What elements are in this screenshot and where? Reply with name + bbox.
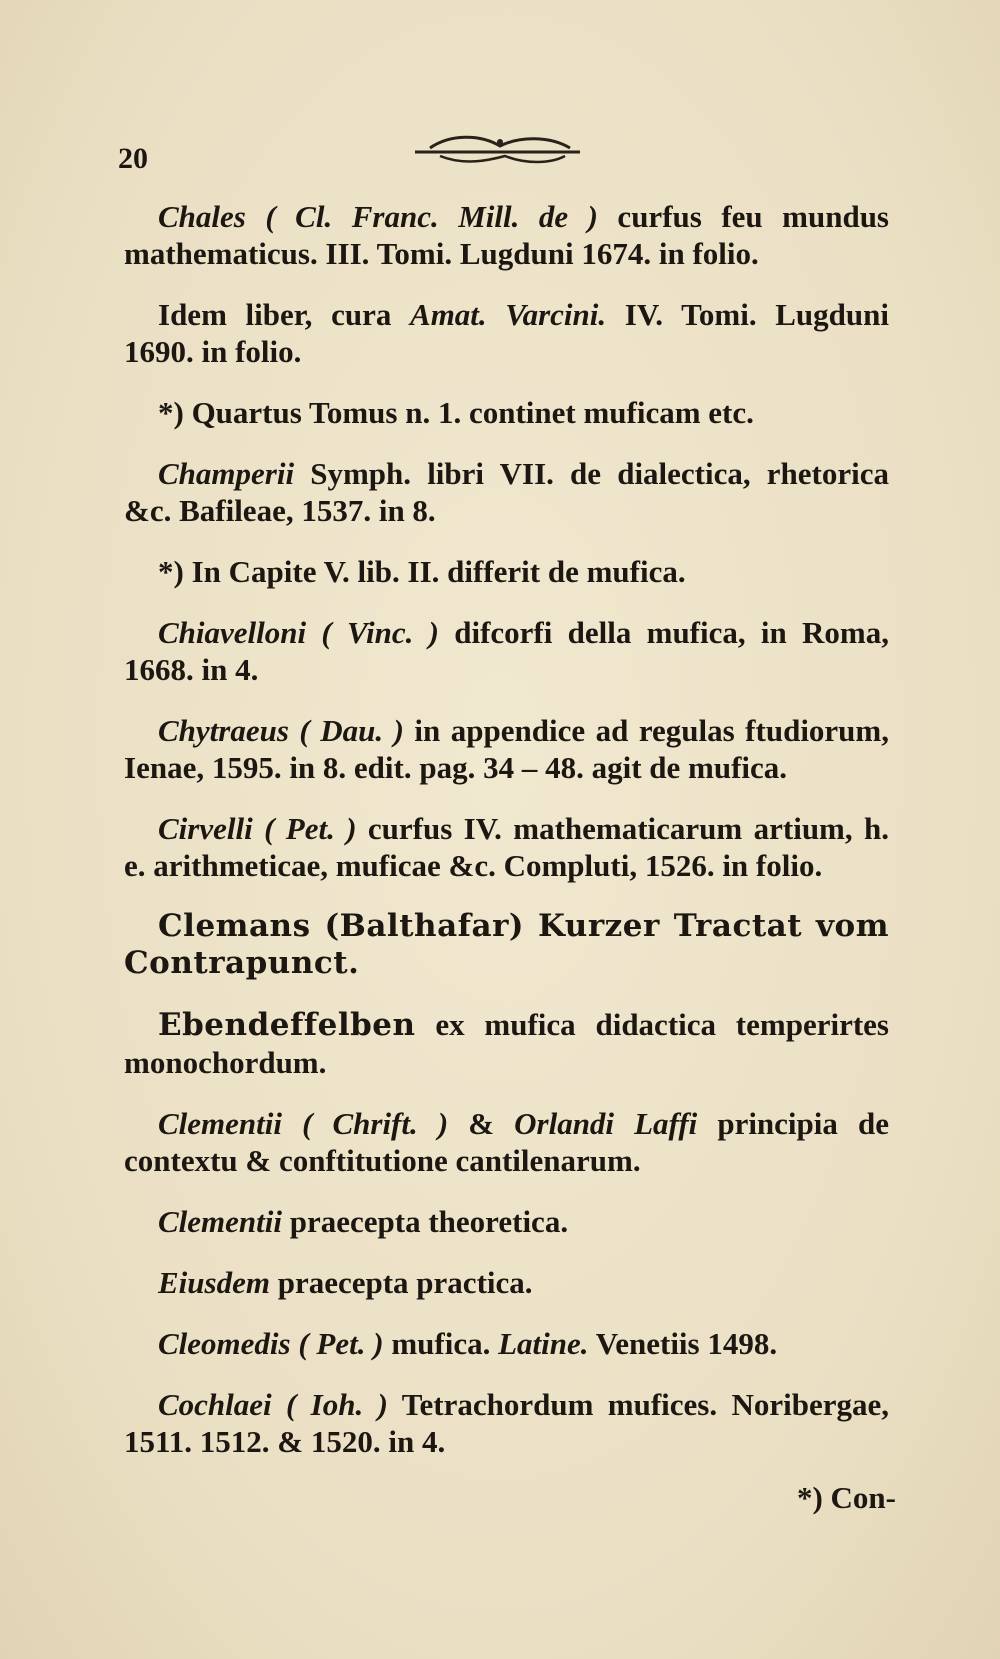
author-name: Chytraeus ( Dau. ) (158, 713, 404, 748)
page-number: 20 (118, 142, 148, 175)
entry-text: IV. Tomi. Lugduni 1690. in folio. (124, 297, 889, 369)
entries-list (124, 198, 889, 1484)
entry-clementii-1 (124, 1105, 889, 1179)
entry-ebendeffelben (124, 1006, 889, 1081)
author-name: Eiusdem (158, 1265, 270, 1300)
entry-text: praecepta practica. (269, 1265, 533, 1300)
entry-text: principia de contextu & conftitutione cantilenarum. (124, 1106, 889, 1178)
entry-text: Venetiis 1498. (588, 1326, 778, 1361)
entry-eiusdem (124, 1264, 889, 1301)
note-italic: muficam etc. (583, 395, 754, 430)
entry-text: difcorfi della mufica, in Roma, 1668. in 4. (124, 615, 889, 687)
entry-text: Tetrachordum mufices. Noribergae, 1511. 1512. & 1520. in 4. (124, 1387, 889, 1459)
entry-chytraeus (124, 712, 889, 786)
catchword: *) Con- (796, 1480, 896, 1515)
author-name: Latine. (498, 1326, 589, 1361)
entry-cirvelli (124, 810, 889, 884)
author-name: Orlandi Laffi (514, 1106, 698, 1141)
author-name: Cochlaei ( Ioh. ) (158, 1387, 388, 1422)
author-name: Clementii (158, 1204, 282, 1239)
entry-text: Kurzer Tractat vom Contrapunct. (124, 908, 889, 981)
entry-cleomedis (124, 1325, 889, 1362)
footnote (124, 394, 889, 431)
entry-clemans (124, 908, 889, 982)
entry-text: Idem liber, cura (158, 297, 411, 332)
author-name: Amat. Varcini. (410, 297, 607, 332)
entry-text: in appendice ad regulas ftudiorum, Ienae, 1595. in 8. edit. pag. 34 – 48. agit de mufica. (124, 713, 890, 785)
entry-chiavelloni (124, 614, 889, 688)
entry-champerii (124, 455, 889, 529)
author-name: Clementii ( Chrift. ) (158, 1106, 449, 1141)
entry-chales (124, 198, 889, 272)
entry-text: praecepta theoretica. (282, 1204, 569, 1239)
author-name: Champerii (158, 456, 295, 491)
entry-text: ex mufica didactica temperirtes monochordum. (124, 1007, 889, 1080)
entry-text: Symph. libri VII. de dialectica, rhetorica &c. Bafileae, 1537. in 8. (124, 456, 889, 528)
entry-text: & (448, 1106, 515, 1141)
ornament-icon (410, 130, 585, 170)
entry-text: curfus IV. mathematicarum artium, h. e. arithmeticae, muficae &c. Compluti, 1526. in folio. (124, 811, 889, 883)
author-name: Cleomedis ( Pet. ) (158, 1326, 384, 1361)
author-name: Cirvelli ( Pet. ) (158, 811, 357, 846)
author-name: Chiavelloni ( Vinc. ) (158, 615, 439, 650)
author-name: Ebendeffelben (158, 1007, 416, 1043)
entry-cochlaei (124, 1386, 889, 1460)
entry-text: mufica. (383, 1326, 499, 1361)
author-name: Chales ( Cl. Franc. Mill. de ) (158, 199, 598, 234)
entry-clementii-2 (124, 1203, 889, 1240)
note-text: *) Quartus Tomus n. 1. continet (158, 395, 584, 430)
entry-idem (124, 296, 889, 370)
author-name: Clemans (Balthafar) (158, 908, 525, 944)
note-text: *) In Capite V. lib. II. differit de mufica. (158, 554, 686, 589)
entry-text: curfus feu mundus mathematicus. III. Tomi. Lugduni 1674. in folio. (124, 199, 889, 271)
footnote (124, 553, 889, 590)
